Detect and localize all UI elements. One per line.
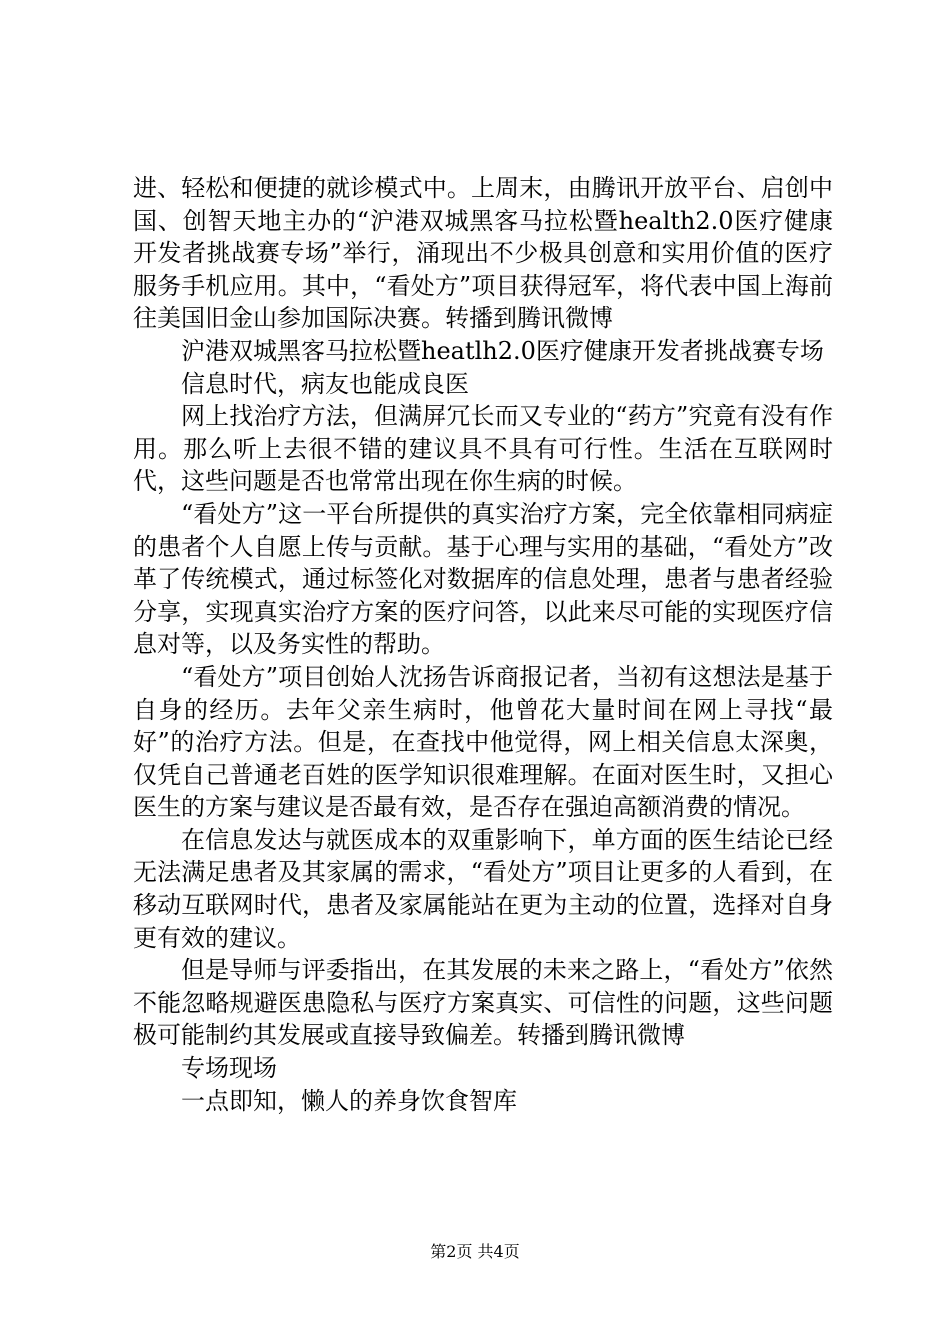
paragraph-2: 沪港双城黑客马拉松暨heatlh2.0医疗健康开发者挑战赛专场: [181, 336, 824, 365]
paragraph-4: 网上找治疗方法，但满屏冗长而又专业的“药方”究竟有没有作用。那么听上去很不错的建议具不具有可行性。生活在互联网时代，这些问题是否也常常出现在你生病的时候。: [133, 402, 833, 496]
paragraph-6: “看处方”项目创始人沈扬告诉商报记者，当初有这想法是基于自身的经历。去年父亲生病时，他曾花大量时间在网上寻找“最好”的治疗方法。但是，在查找中他觉得，网上相关信息太深奥，仅凭自己普通老百姓的医学知识很难理解。在面对医生时，又担心医生的方案与建议是否最有效，是否存在强迫高额消费的情况。: [133, 662, 833, 822]
page-number: 第2页 共4页: [430, 1242, 520, 1261]
page-footer: [0, 1242, 950, 1262]
paragraph-1: 进、轻松和便捷的就诊模式中。上周末，由腾讯开放平台、启创中国、创智天地主办的“沪港双城黑客马拉松暨health2.0医疗健康开发者挑战赛专场”举行，涌现出不少极具创意和实用价值的医疗服务手机应用。其中，“看处方”项目获得冠军，将代表中国上海前往美国旧金山参加国际决赛。转播到腾讯微博: [133, 174, 833, 333]
paragraph-5: “看处方”这一平台所提供的真实治疗方案，完全依靠相同病症的患者个人自愿上传与贡献。基于心理与实用的基础，“看处方”改革了传统模式，通过标签化对数据库的信息处理，患者与患者经验分享，实现真实治疗方案的医疗问答，以此来尽可能的实现医疗信息对等，以及务实性的帮助。: [133, 499, 833, 659]
paragraph-3: 信息时代，病友也能成良医: [181, 369, 469, 398]
paragraph-10: 一点即知，懒人的养身饮食智库: [181, 1086, 517, 1115]
paragraph-9: 专场现场: [181, 1054, 277, 1083]
paragraph-8: 但是导师与评委指出，在其发展的未来之路上，“看处方”依然不能忽略规避医患隐私与医疗方案真实、可信性的问题，这些问题极可能制约其发展或直接导致偏差。转播到腾讯微博: [133, 956, 833, 1050]
document-body: [133, 172, 833, 1117]
paragraph-7: 在信息发达与就医成本的双重影响下，单方面的医生结论已经无法满足患者及其家属的需求，“看处方”项目让更多的人看到，在移动互联网时代，患者及家属能站在更为主动的位置，选择对自身更有效的建议。: [133, 825, 833, 952]
